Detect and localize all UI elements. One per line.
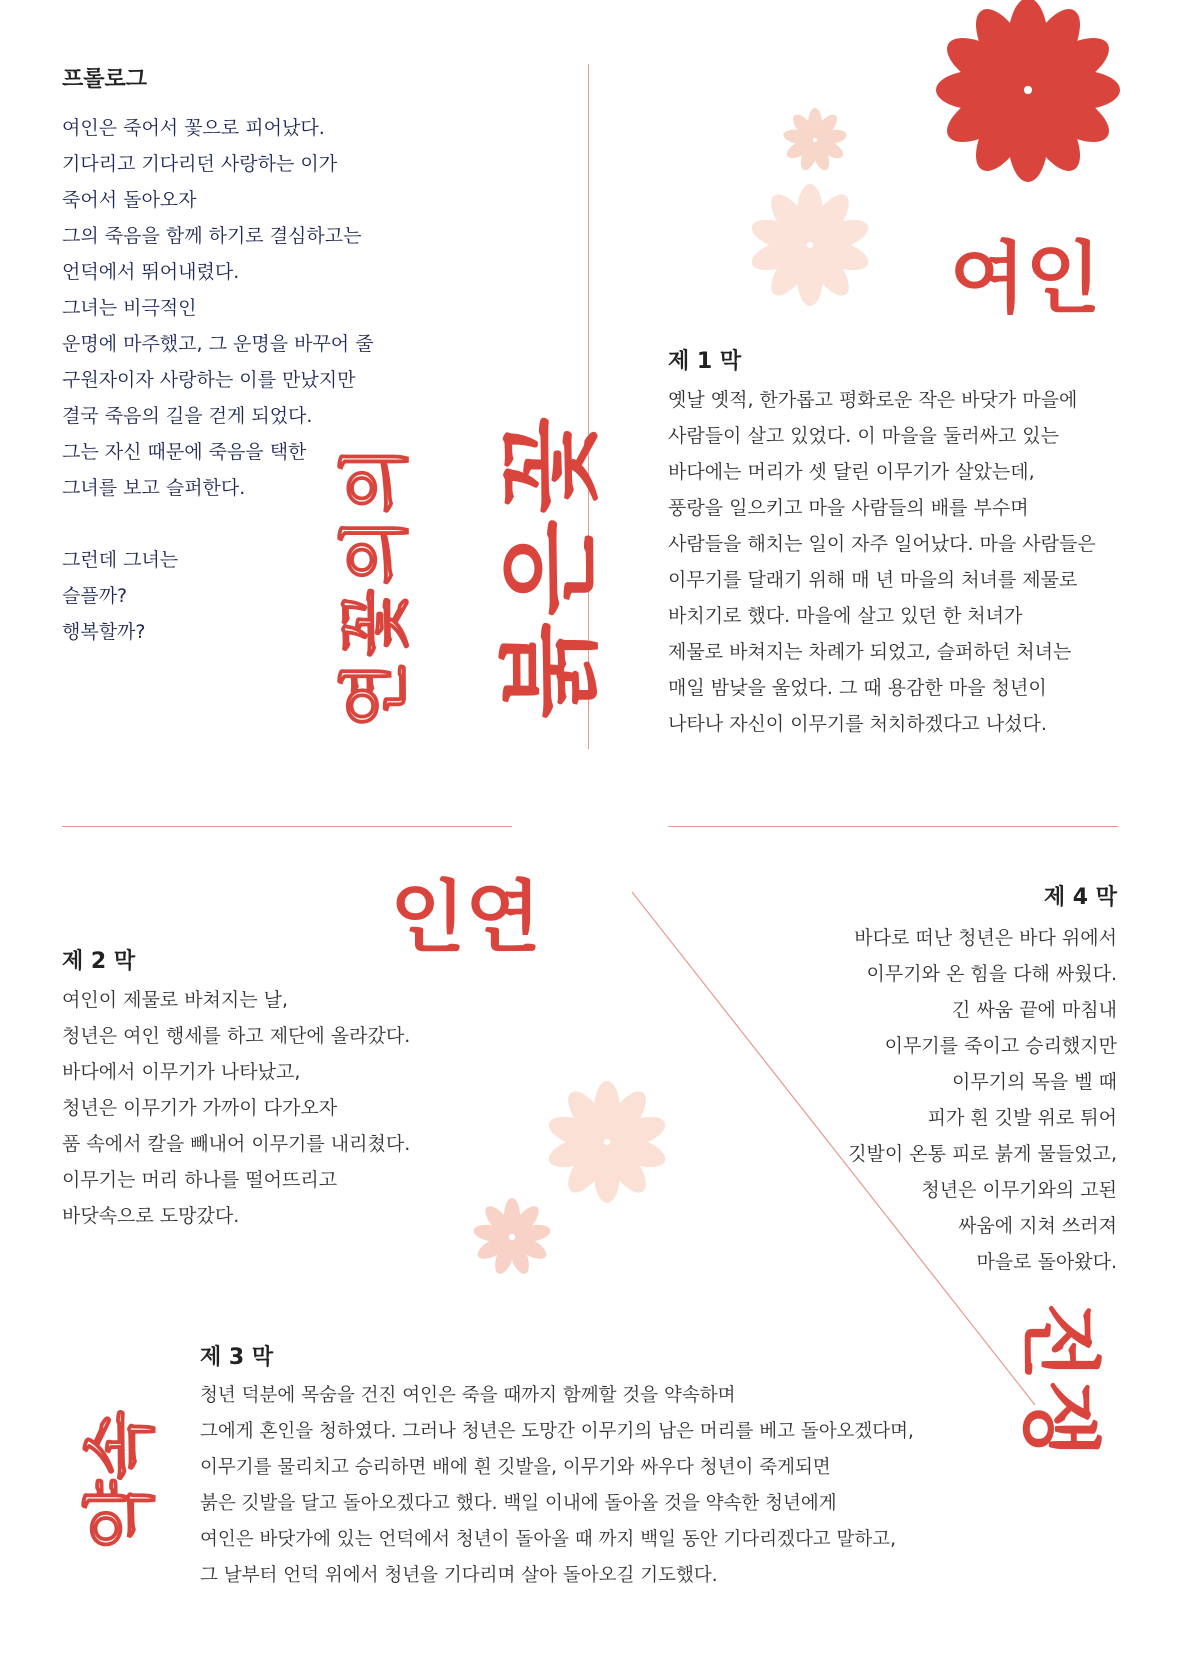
act3-line: 여인은 바닷가에 있는 언덕에서 청년이 돌아올 때 까지 백일 동안 기다리겠다고 말하고,: [200, 1529, 897, 1550]
act2-line: 이무기는 머리 하나를 떨어뜨리고: [62, 1169, 338, 1191]
horizontal-divider-left: [62, 826, 512, 827]
prologue-line: 그의 죽음을 함께 하기로 결심하고는: [62, 225, 362, 247]
act2-line: 여인이 제물로 바쳐지는 날,: [62, 989, 289, 1011]
act2-line: 바다에서 이무기가 나타났고,: [62, 1061, 301, 1083]
prologue-line: 그는 자신 때문에 죽음을 택한: [62, 441, 307, 463]
vertical-title-filled: 붉은꽃: [491, 411, 609, 719]
act1-line: 사람들을 해치는 일이 자주 일어났다. 마을 사람들은: [668, 533, 1096, 555]
act3-line: 붉은 깃발을 달고 돌아오겠다고 했다. 백일 이내에 돌아올 것을 약속한 청년에게: [200, 1493, 837, 1514]
act3-line: 그 날부터 언덕 위에서 청년을 기다리며 살아 돌아오길 기도했다.: [200, 1565, 718, 1586]
act4-heading: 전쟁: [1013, 1302, 1107, 1458]
act4-line: 청년은 이무기와의 고된: [921, 1179, 1117, 1201]
act1-line: 나타나 자신이 이무기를 처치하겠다고 나섰다.: [668, 713, 1047, 735]
act4-line: 이무기와 온 힘을 다해 싸웠다.: [866, 963, 1117, 985]
act2-title: 제 2 막: [62, 949, 136, 974]
act4-body: [848, 920, 1117, 1280]
act4-line: 깃발이 온통 피로 붉게 물들었고,: [848, 1143, 1117, 1165]
prologue-line: 죽어서 돌아오자: [62, 189, 197, 211]
act4-line: 피가 흰 깃발 위로 튀어: [927, 1107, 1117, 1129]
act2-line: 청년은 이무기가 가까이 다가오자: [62, 1097, 338, 1119]
act4-line: 싸움에 지쳐 쓰러져: [958, 1215, 1117, 1237]
medium-pink-flower-icon: [745, 180, 875, 310]
large-red-flower-icon: [930, 0, 1182, 185]
prologue-line: 여인은 죽어서 꽃으로 피어났다.: [62, 117, 325, 139]
prologue-line: 그녀는 비극적인: [62, 297, 197, 319]
act1-heading: 여인: [950, 233, 1101, 324]
act3-body: [200, 1378, 914, 1594]
small-pink-flower-icon: [470, 1195, 555, 1280]
prologue-line: 그런데 그녀는: [62, 549, 179, 571]
prologue-line: 기다리고 기다리던 사랑하는 이가: [62, 153, 338, 175]
prologue-line: [62, 506, 374, 542]
prologue-line: 그녀를 보고 슬퍼한다.: [62, 477, 246, 499]
prologue-body: [62, 110, 374, 650]
prologue-title: 프롤로그: [62, 67, 148, 92]
act4-title: 제 4 막: [1043, 885, 1117, 910]
act1-line: 바다에는 머리가 셋 달린 이무기가 살았는데,: [668, 461, 1035, 483]
act3-heading: 약속: [77, 1410, 162, 1550]
act2-line: 바닷속으로 도망갔다.: [62, 1205, 240, 1227]
act1-line: 옛날 옛적, 한가롭고 평화로운 작은 바닷가 마을에: [668, 389, 1078, 411]
prologue-line: 결국 죽음의 길을 걷게 되었다.: [62, 405, 313, 427]
act3-line: 그에게 혼인을 청하였다. 그러나 청년은 도망간 이무기의 남은 머리를 베고 돌아오겠다며,: [200, 1421, 914, 1442]
act4-line: 긴 싸움 끝에 마침내: [952, 999, 1117, 1021]
prologue-line: 슬플까?: [62, 585, 128, 607]
act4-line: 이무기의 목을 벨 때: [952, 1071, 1117, 1093]
act3-line: 청년 덕분에 목숨을 건진 여인은 죽을 때까지 함께할 것을 약속하며: [200, 1385, 736, 1406]
act1-line: 사람들이 살고 있었다. 이 마을을 둘러싸고 있는: [668, 425, 1060, 447]
act3-title: 제 3 막: [200, 1345, 274, 1370]
act3-line: 이무기를 물리치고 승리하면 배에 흰 깃발을, 이무기와 싸우다 청년이 죽게되면: [200, 1457, 831, 1478]
prologue-line: 운명에 마주했고, 그 운명을 바꾸어 줄: [62, 333, 374, 355]
act2-body: [62, 982, 410, 1234]
act2-line: 청년은 여인 행세를 하고 제단에 올라갔다.: [62, 1025, 411, 1047]
act1-body: [668, 382, 1096, 742]
horizontal-divider-right: [668, 826, 1118, 827]
prologue-line: 행복할까?: [62, 621, 146, 643]
act1-line: 이무기를 달래기 위해 매 년 마을의 처녀를 제물로: [668, 569, 1078, 591]
prologue-line: 언덕에서 뛰어내렸다.: [62, 261, 240, 283]
act4-line: 마을로 돌아왔다.: [976, 1251, 1117, 1273]
act2-heading: 인연: [390, 872, 541, 963]
vertical-title-outline: 연꽃의의: [333, 441, 416, 729]
act1-line: 매일 밤낮을 울었다. 그 때 용감한 마을 청년이: [668, 677, 1047, 699]
act4-line: 바다로 떠난 청년은 바다 위에서: [854, 927, 1117, 949]
act1-title: 제 1 막: [668, 349, 742, 374]
act2-line: 품 속에서 칼을 빼내어 이무기를 내리쳤다.: [62, 1133, 411, 1155]
act1-line: 제물로 바쳐지는 차례가 되었고, 슬퍼하던 처녀는: [668, 641, 1072, 663]
small-pink-flower-icon: [780, 105, 850, 175]
act1-line: 풍랑을 일으키고 마을 사람들의 배를 부수며: [668, 497, 1029, 519]
prologue-line: 구원자이자 사랑하는 이를 만났지만: [62, 369, 356, 391]
act1-line: 바치기로 했다. 마을에 살고 있던 한 처녀가: [668, 605, 1023, 627]
act4-line: 이무기를 죽이고 승리했지만: [884, 1035, 1117, 1057]
